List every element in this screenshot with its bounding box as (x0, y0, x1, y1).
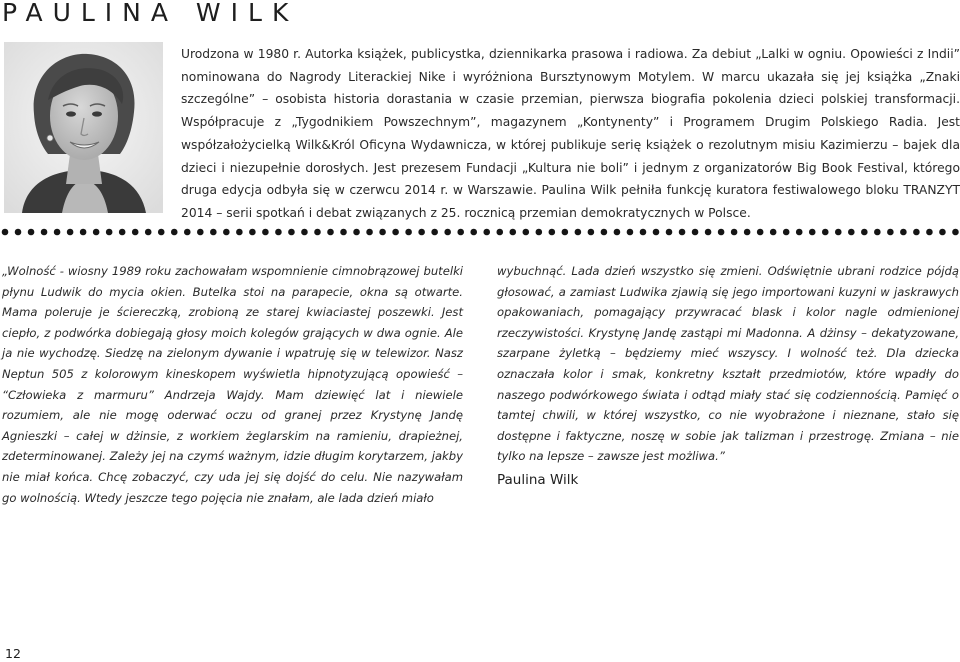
divider-dot (444, 229, 451, 236)
divider-dot (627, 229, 634, 236)
divider-dot (483, 229, 490, 236)
divider-dot (327, 229, 334, 236)
divider-dot (106, 229, 113, 236)
divider-dot (952, 229, 959, 236)
divider-dot (80, 229, 87, 236)
signature: Paulina Wilk (497, 472, 579, 488)
divider-dot (210, 229, 217, 236)
divider-dot (705, 229, 712, 236)
divider-dot (249, 229, 256, 236)
divider-dot (796, 229, 803, 236)
divider-dot (926, 229, 933, 236)
divider-dot (236, 229, 243, 236)
divider-dot (679, 229, 686, 236)
divider-dot (874, 229, 881, 236)
dotted-divider (0, 227, 960, 237)
divider-dot (314, 229, 321, 236)
divider-dot (197, 229, 204, 236)
divider-dot (783, 229, 790, 236)
divider-dot (496, 229, 503, 236)
divider-dot (223, 229, 230, 236)
divider-dot (158, 229, 165, 236)
divider-dot (392, 229, 399, 236)
divider-dot (509, 229, 516, 236)
divider-dot (366, 229, 373, 236)
divider-dot (523, 229, 530, 236)
divider-dot (692, 229, 699, 236)
divider-dot (913, 229, 920, 236)
divider-dot (470, 229, 477, 236)
divider-dot (939, 229, 946, 236)
divider-dot (900, 229, 907, 236)
divider-dot (744, 229, 751, 236)
divider-dot (666, 229, 673, 236)
divider-dot (588, 229, 595, 236)
quote-column-left: „Wolność - wiosny 1989 roku zachowałam wspomnienie cimnobrązowej butelki płynu Ludwik do mycia okien. Butelka stoi na parapecie, okna są otwarte. Mama poleruje je ściereczką, zrobioną ze starej kwiaciastej poszewki. Jest ciepło, z podwórka dobiegają głosy moich kolegów grających w dwa ognie. Ale ja nie wychodzę. Siedzę na zielonym dywanie i wpatruję się w telewizor. Nasz Neptun 505 z kolorowym kineskopem wyświetla hipnotyzującą opowieść – “Człowieka z marmuru” Andrzeja Wajdy. Mam dziewięć lat i niewiele rozumiem, ale nie mogę oderwać oczu od granej przez Krystynę Jandę Agnieszki – całej w dżinsie, z workiem żeglarskim na ramieniu, drapieżnej, zdeterminowanej. Zależy jej na czymś ważnym, idzie długim korytarzem, jakby nie miał końca. Chcę zobaczyć, czy uda jej się dojść do celu. Nie nazywałam go wolnością. Wtedy jeszcze tego pojęcia nie znałam, ale lada dzień miało (2, 264, 463, 505)
divider-dot (145, 229, 152, 236)
divider-dot (848, 229, 855, 236)
divider-dot (28, 229, 35, 236)
author-bio: Urodzona w 1980 r. Autorka książek, publicystka, dziennikarka prasowa i radiowa. Za debiut „Lalki w ogniu. Opowieści z Indii” nominowana do Nagrody Literackiej Nike i wyróżniona Bursztynowym Motylem. W marcu ukazała się jej książka „Znaki szczególne” – osobista historia dorastania w czasie przemian, pierwsza biografia pokolenia dzieci polskiej transformacji. Współpracuje z „Tygodnikiem Powszechnym”, magazynem „Kontynenty” i Programem Drugim Polskiego Radia. Jest współzałożycielką Wilk&Król Oficyna Wydawnicza, w której publikuje serię książek o rezolutnym misiu Kazimierzu – bajek dla dzieci i niezupełnie dorosłych. Jest prezesem Fundacji „Kultura nie boli” i jednym z organizatorów Big Book Festival, którego druga edycja odbyła się w czerwcu 2014 r. w Warszawie. Paulina Wilk pełniła funkcję kuratora festiwalowego bloku TRANZYT 2014 – serii spotkań i debat związanych z 25. rocznicą przemian demokratycznych w Polsce. (181, 47, 960, 220)
divider-dot (718, 229, 725, 236)
page-title: PAULINA WILK (2, 0, 299, 27)
divider-dot (93, 229, 100, 236)
divider-dot (418, 229, 425, 236)
divider-dot (340, 229, 347, 236)
divider-dot (301, 229, 308, 236)
divider-dot (288, 229, 295, 236)
divider-dot (119, 229, 126, 236)
divider-dot (575, 229, 582, 236)
divider-dot (809, 229, 816, 236)
divider-dot (2, 229, 9, 236)
divider-dot (757, 229, 764, 236)
divider-dot (640, 229, 647, 236)
divider-dot (731, 229, 738, 236)
divider-dot (601, 229, 608, 236)
divider-dot (457, 229, 464, 236)
divider-dot (770, 229, 777, 236)
divider-dot (614, 229, 621, 236)
divider-dot (184, 229, 191, 236)
page-number: 12 (5, 646, 21, 661)
quote-column-right: wybuchnąć. Lada dzień wszystko się zmieni. Odświętnie ubrani rodzice pójdą głosować, a zamiast Ludwika zjawią się jego importowani kuzyni w jaskrawych opakowaniach, pomagający przywracać blask i kolor nagle odmienionej rzeczywistości. Krystynę Jandę zastąpi mi Madonna. A dżinsy – dekatyzowane, szarpane żyletką – będziemy mieć wszyscy. I wolność też. Dla dziecka oznaczała kolor i smak, konkretny kształt przedmiotów, które wpadły do naszego podwórkowego świata i odtąd miały stać się codziennością. Pamięć o tamtej chwili, w której wszystko, co nie wyobrażone i nieznane, stało się dostępne i faktyczne, noszę w sobie jak talizman i przestrogę. Zmiana – nie tylko na lepsze – zawsze jest możliwa.” (497, 264, 959, 464)
divider-dot (275, 229, 282, 236)
divider-dot (15, 229, 22, 236)
divider-dot (835, 229, 842, 236)
divider-dot (536, 229, 543, 236)
divider-dot (67, 229, 74, 236)
divider-dot (41, 229, 48, 236)
divider-dot (653, 229, 660, 236)
divider-dot (171, 229, 178, 236)
divider-dot (405, 229, 412, 236)
divider-dot (887, 229, 894, 236)
divider-dot (861, 229, 868, 236)
divider-dot (562, 229, 569, 236)
divider-dot (549, 229, 556, 236)
divider-dot (379, 229, 386, 236)
divider-dot (262, 229, 269, 236)
divider-dot (822, 229, 829, 236)
divider-dot (132, 229, 139, 236)
divider-dot (431, 229, 438, 236)
author-portrait (4, 42, 163, 213)
divider-dot (353, 229, 360, 236)
divider-dot (54, 229, 61, 236)
